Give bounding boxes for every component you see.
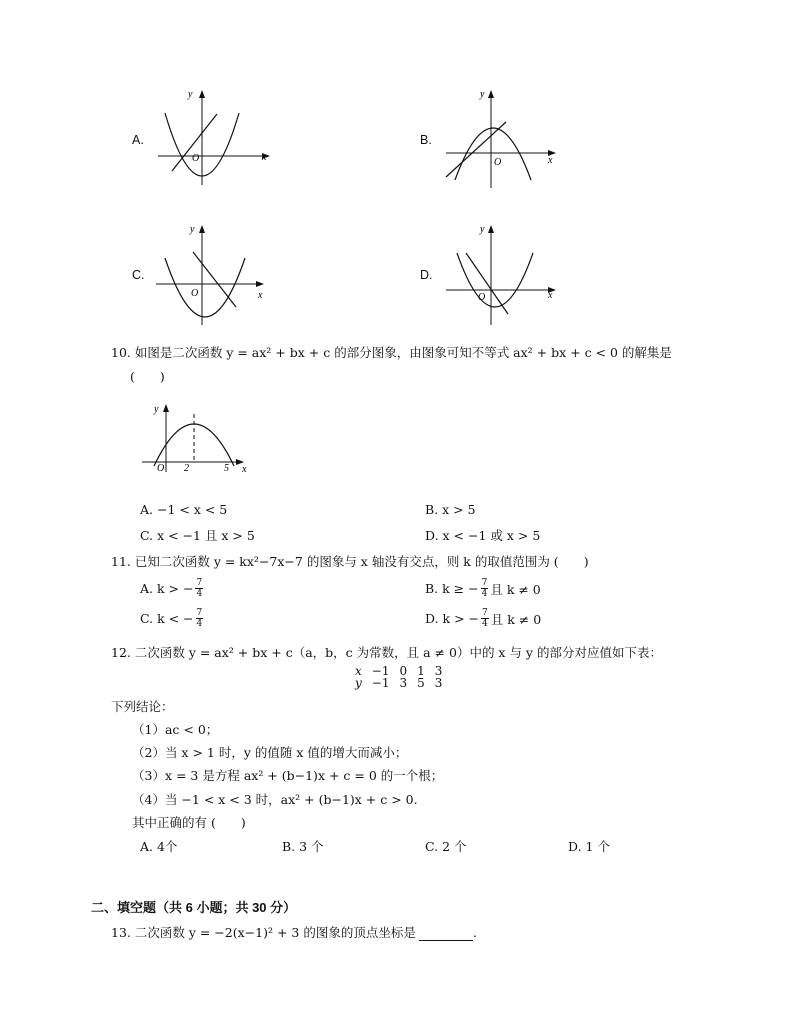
q10-option-d[interactable]: D. x < −1 或 x > 5	[425, 528, 541, 543]
q10-paren: ( )	[130, 369, 165, 384]
line	[193, 252, 236, 307]
line	[446, 122, 506, 177]
y-axis-arrow	[163, 404, 169, 412]
numerator: 7	[196, 578, 203, 588]
q10-option-b[interactable]: B. x > 5	[425, 502, 476, 517]
y-axis-label: y	[188, 89, 193, 100]
option-suffix: 且 k ≠ 0	[490, 611, 542, 627]
graph-c	[150, 220, 280, 330]
x-axis-label: x	[262, 152, 267, 163]
q12-conclusion-1: （1）ac < 0；	[132, 722, 219, 737]
q12-option-d[interactable]: D. 1 个	[568, 839, 610, 854]
origin-label: O	[191, 288, 199, 299]
numerator: 7	[482, 608, 488, 618]
q12-conclusion-4: （4）当 −1 < x < 3 时，ax² + (b−1)x + c > 0.	[132, 792, 418, 807]
origin-label: O	[192, 153, 200, 164]
tick-label-2: 2	[184, 463, 189, 474]
origin-label: O	[494, 157, 502, 168]
graph-a	[150, 85, 280, 190]
q11-option-b[interactable]	[425, 578, 541, 599]
y-axis-arrow	[199, 225, 205, 233]
x-axis-label: x	[548, 155, 553, 166]
table-cell: 3	[434, 676, 443, 690]
option-prefix: C. k < −	[140, 611, 194, 626]
q12-conclusion-2: （2）当 x > 1 时，y 的值随 x 值的增大而减小；	[132, 745, 408, 760]
denominator: 4	[481, 589, 488, 599]
table-cell: 1	[417, 664, 425, 678]
fraction	[196, 608, 204, 629]
fraction	[195, 578, 203, 599]
q13-end: .	[472, 925, 477, 940]
q10-option-a[interactable]: A. −1 < x < 5	[140, 502, 228, 517]
y-axis-label: y	[154, 404, 159, 415]
x-axis-label: x	[242, 464, 247, 475]
q12-question: 其中正确的有 ( )	[132, 815, 246, 830]
q10-graph	[140, 396, 255, 481]
option-b-label[interactable]: B.	[420, 133, 432, 147]
option-prefix: D. k > −	[425, 611, 479, 626]
y-axis-label: y	[480, 89, 485, 100]
origin-label: O	[157, 463, 165, 474]
x-axis-label: x	[548, 290, 553, 301]
table-cell: 5	[417, 676, 425, 690]
denominator: 4	[196, 589, 203, 599]
q13-text: 13. 二次函数 y = −2(x−1)² + 3 的图象的顶点坐标是	[111, 925, 416, 940]
option-d-label[interactable]: D.	[420, 268, 433, 282]
answer-blank[interactable]	[419, 928, 473, 941]
q12-option-b[interactable]: B. 3 个	[282, 839, 324, 854]
y-axis-label: y	[190, 224, 195, 235]
table-row	[350, 677, 447, 689]
graph-b	[440, 85, 565, 190]
x-axis-arrow	[256, 281, 264, 287]
q12-option-a[interactable]: A. 4个	[140, 839, 178, 854]
y-axis-label: y	[480, 224, 485, 235]
section-title: 二、填空题（共 6 小题；共 30 分）	[91, 900, 297, 915]
y-axis-arrow	[488, 225, 494, 233]
tick-label-5: 5	[224, 463, 229, 474]
q11-option-c[interactable]	[140, 608, 205, 629]
option-c-label[interactable]: C.	[132, 268, 145, 282]
denominator: 4	[482, 619, 488, 629]
y-axis-arrow	[199, 90, 205, 98]
q11-text: 11. 已知二次函数 y = kx²−7x−7 的图象与 x 轴没有交点，则 k 的取值范围为 ( )	[111, 554, 589, 569]
numerator: 7	[196, 608, 203, 618]
option-prefix: B. k ≥ −	[425, 581, 479, 596]
option-suffix: 且 k ≠ 0	[490, 581, 541, 597]
denominator: 4	[196, 619, 203, 629]
option-prefix: A. k > −	[140, 581, 194, 596]
parabola	[455, 128, 531, 180]
q10-text: 10. 如图是二次函数 y = ax² + bx + c 的部分图象，由图象可知不等式 ax² + bx + c < 0 的解集是	[111, 345, 672, 360]
q12-text: 12. 二次函数 y = ax² + bx + c（a，b，c 为常数，且 a ≠ 0）中的 x 与 y 的部分对应值如下表：	[111, 645, 662, 660]
numerator: 7	[481, 578, 488, 588]
table-cell: 3	[434, 664, 443, 678]
q13	[111, 925, 477, 941]
x-axis-label: x	[258, 290, 263, 301]
table-cell: −1	[371, 676, 390, 690]
q12-conclusion-3: （3）x = 3 是方程 ax² + (b−1)x + c = 0 的一个根；	[132, 768, 444, 783]
q12-conclusions-title: 下列结论：	[111, 699, 174, 714]
parabola	[457, 253, 533, 307]
table-cell: y	[355, 676, 362, 690]
table-cell: −1	[371, 664, 390, 678]
fraction	[481, 608, 489, 629]
y-axis-arrow	[488, 90, 494, 98]
table-cell: x	[355, 664, 362, 678]
table-cell: 3	[399, 676, 408, 690]
fraction	[481, 578, 489, 599]
q11-option-d[interactable]	[425, 608, 541, 629]
q12-value-table	[350, 665, 447, 689]
q12-option-c[interactable]: C. 2 个	[425, 839, 467, 854]
graph-d	[440, 220, 565, 330]
option-a-label[interactable]: A.	[132, 133, 144, 147]
origin-label: O	[478, 292, 486, 303]
table-cell: 0	[399, 664, 408, 678]
q10-option-c[interactable]: C. x < −1 且 x > 5	[140, 528, 255, 543]
q11-option-a[interactable]	[140, 578, 205, 599]
